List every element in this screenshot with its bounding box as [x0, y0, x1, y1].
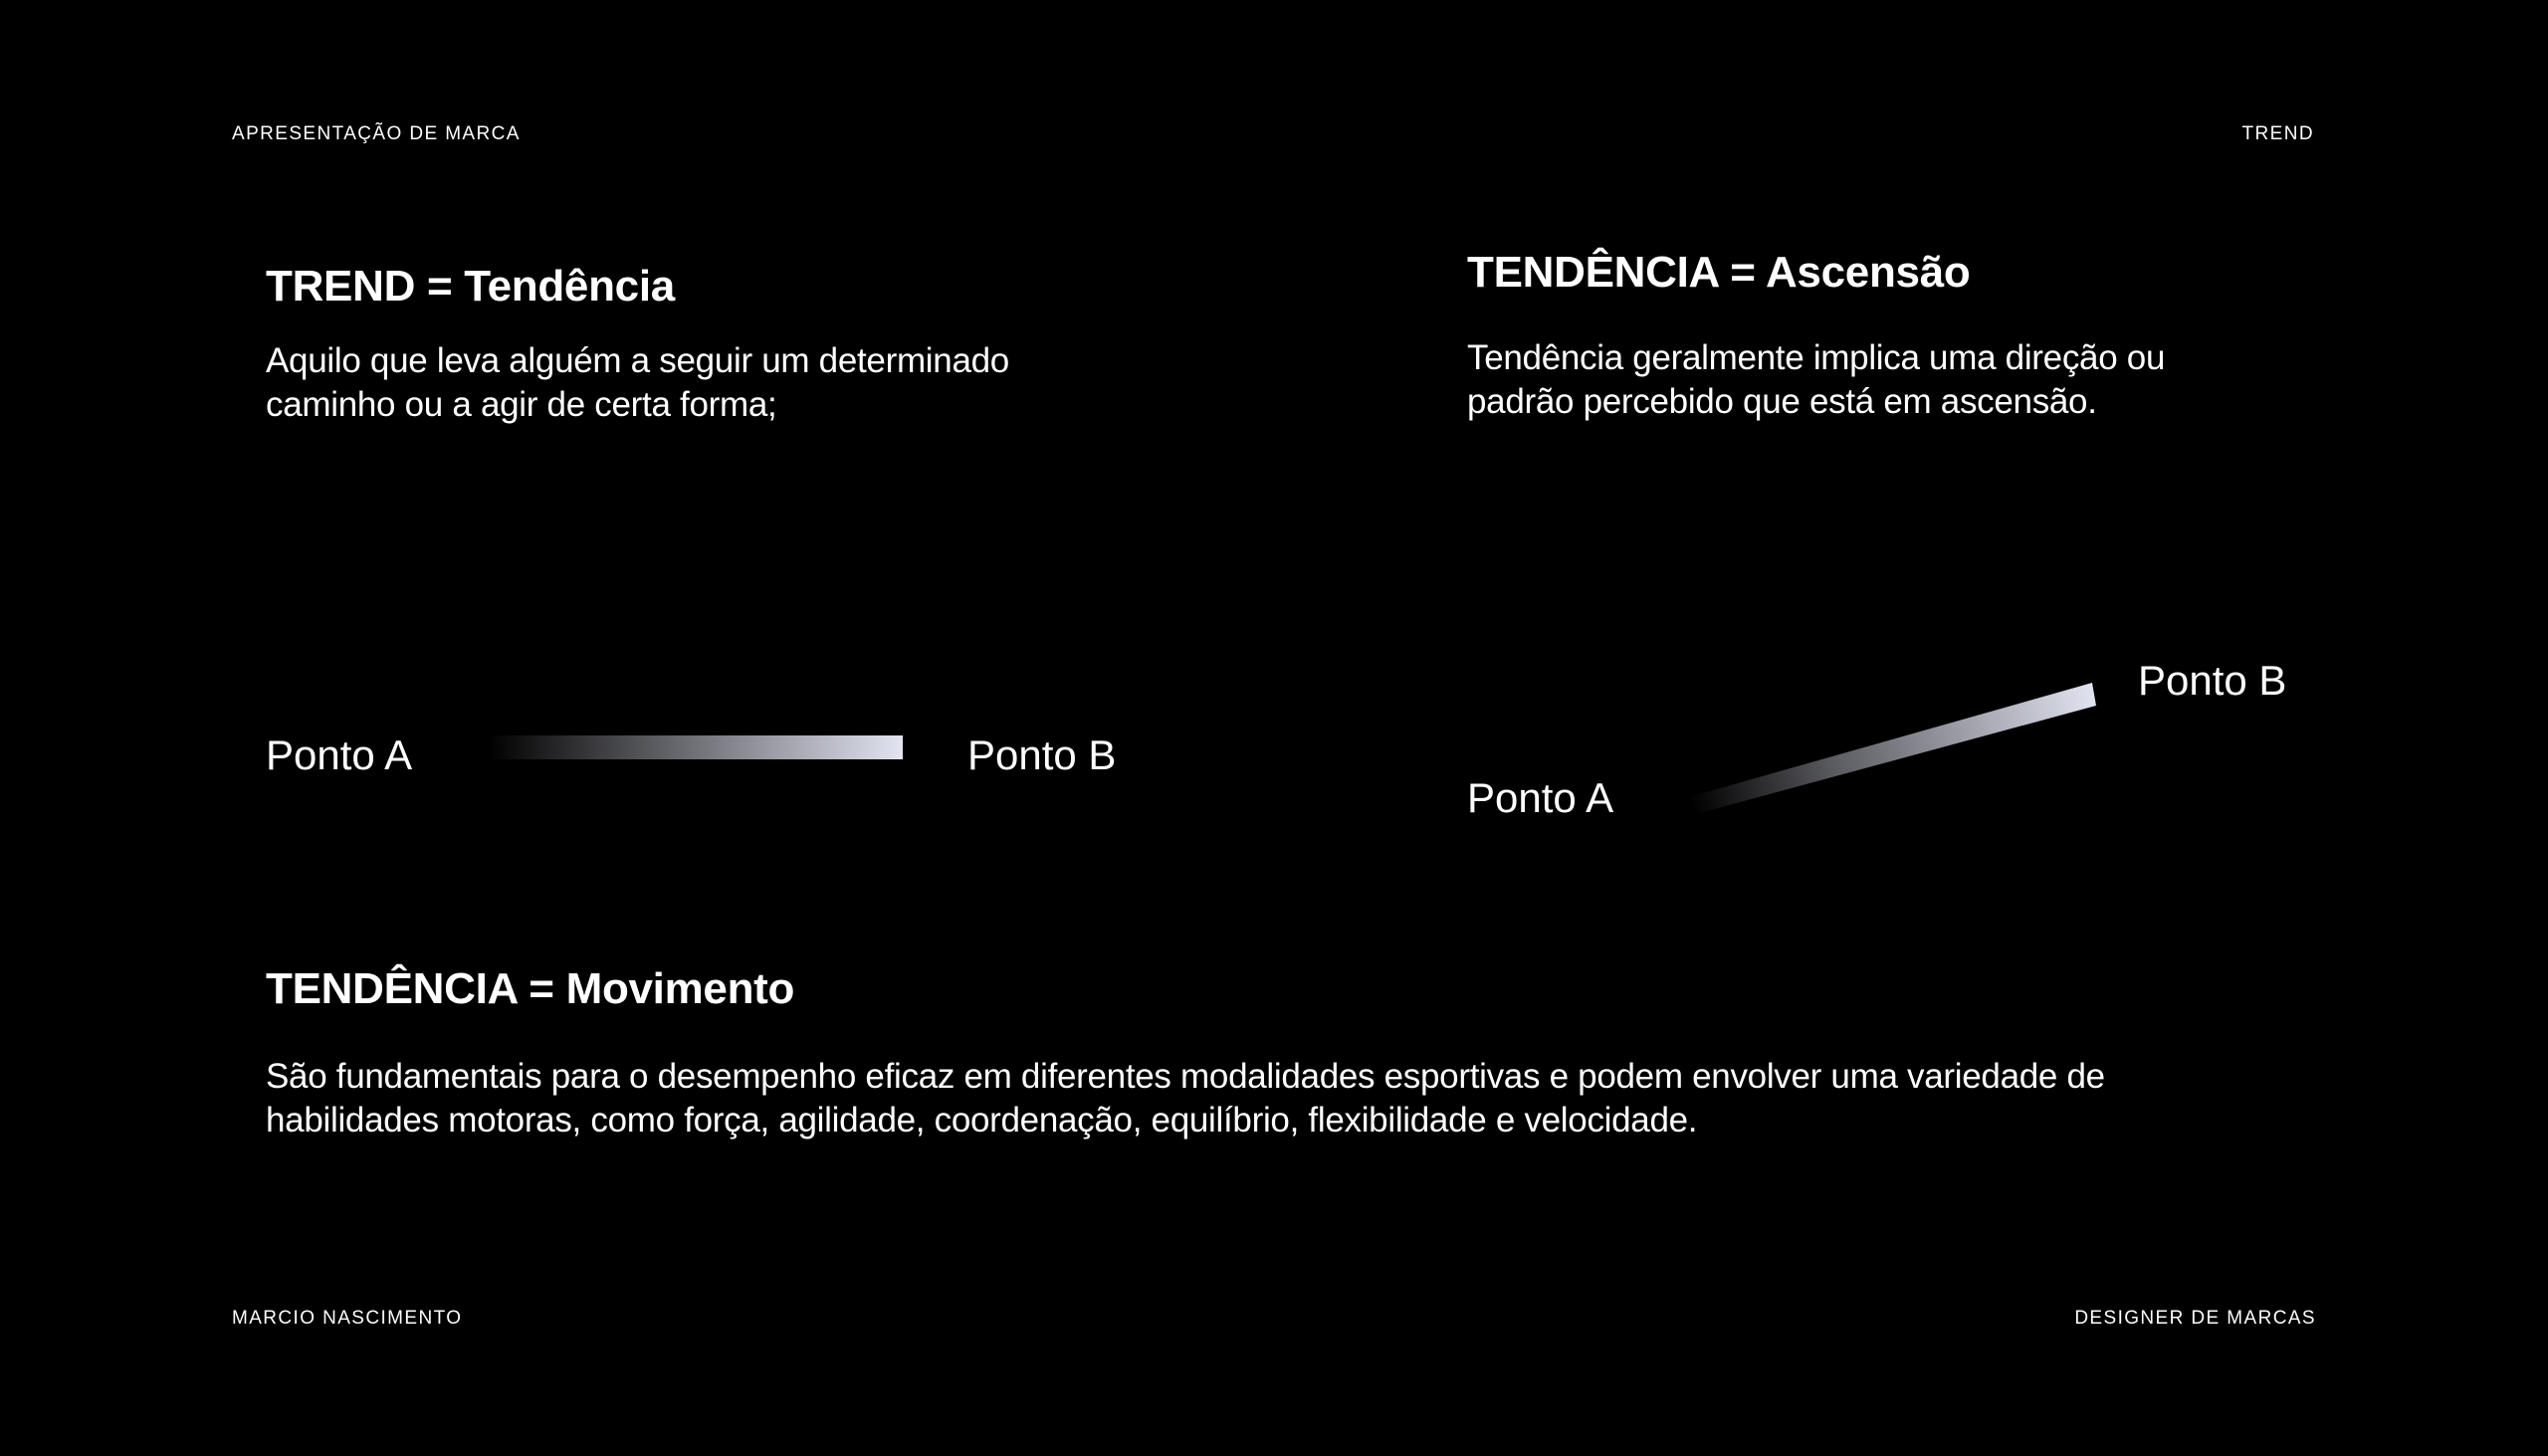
ascensao-description: Tendência geralmente implica uma direção ou padrão percebido que está em ascensão. [1467, 338, 2166, 421]
ascensao-point-b-label: Ponto B [2138, 657, 2287, 704]
header-presentation-label: APRESENTAÇÃO DE MARCA [232, 123, 521, 144]
movimento-description: São fundamentais para o desempenho eficaz em diferentes modalidades esportivas e podem envolver uma variedade de habilidades motoras, como força, agilidade, coordenação, equilíbrio, flexibilidade e velocidade. [266, 1057, 2105, 1140]
trend-point-b-label: Ponto B [967, 731, 1117, 778]
movimento-heading: TENDÊNCIA = Movimento [266, 964, 795, 1013]
ascensao-heading: TENDÊNCIA = Ascensão [1467, 248, 1971, 297]
ascensao-rising-bar [1692, 683, 2096, 814]
trend-heading: TREND = Tendência [266, 262, 675, 311]
header-topic-label: TREND [2241, 123, 2314, 144]
trend-point-a-label: Ponto A [266, 731, 413, 778]
trend-description: Aquilo que leva alguém a seguir um determinado caminho ou a agir de certa forma; [266, 341, 1009, 424]
footer-author-name: MARCIO NASCIMENTO [232, 1308, 463, 1329]
ascensao-point-a-label: Ponto A [1467, 774, 1614, 821]
trend-horizontal-gradient-bar [488, 735, 903, 759]
footer-author-role: DESIGNER DE MARCAS [2074, 1308, 2316, 1329]
